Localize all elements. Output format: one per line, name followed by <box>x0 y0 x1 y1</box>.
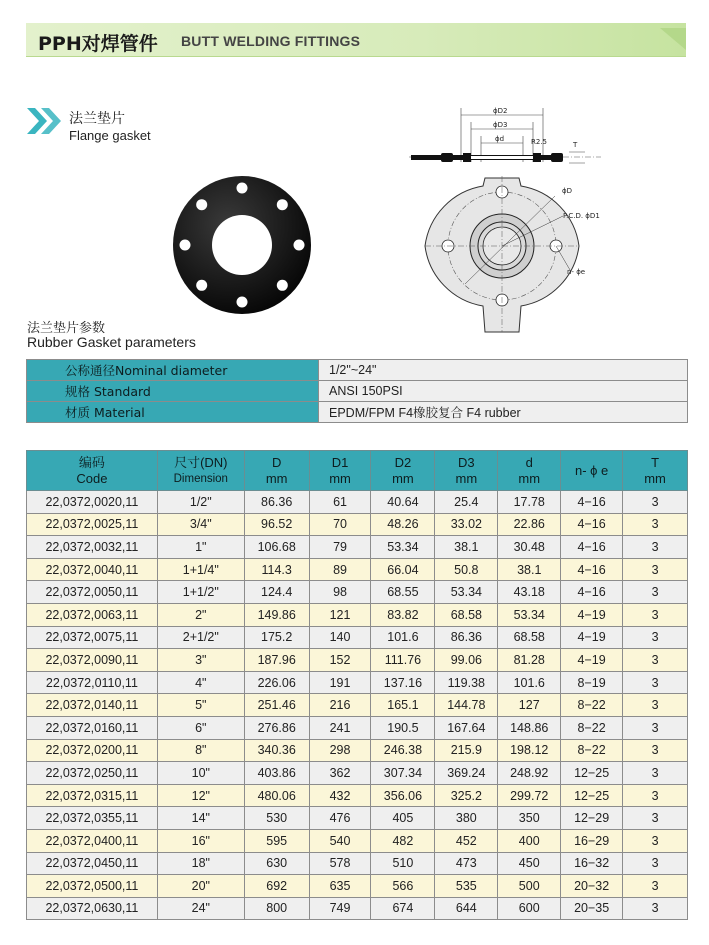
table-cell: 165.1 <box>371 694 435 717</box>
table-cell: 600 <box>498 897 561 920</box>
table-cell: 16" <box>157 829 244 852</box>
table-cell: 53.34 <box>435 581 498 604</box>
column-header-unit: mm <box>392 470 414 486</box>
table-cell: 20−32 <box>561 875 623 898</box>
table-cell: 405 <box>371 807 435 830</box>
table-cell: 22,0372,0355,11 <box>27 807 158 830</box>
param-value: 1/2"~24" <box>319 360 688 381</box>
table-row <box>27 581 688 604</box>
column-header-label: 编码 <box>78 454 105 470</box>
table-cell: 33.02 <box>435 513 498 536</box>
table-row <box>27 626 688 649</box>
table-row <box>27 649 688 672</box>
column-header-label: d <box>525 454 533 470</box>
table-cell: 48.26 <box>371 513 435 536</box>
dimensions-table <box>26 450 688 920</box>
table-cell: 22,0372,0040,11 <box>27 558 158 581</box>
column-header-label: D2 <box>394 454 412 470</box>
table-cell: 3 <box>623 513 688 536</box>
table-row <box>27 784 688 807</box>
table-cell: 215.9 <box>435 739 498 762</box>
table-cell: 121 <box>309 603 371 626</box>
table-cell: 68.58 <box>435 603 498 626</box>
table-cell: 216 <box>309 694 371 717</box>
table-cell: 578 <box>309 852 371 875</box>
table-cell: 692 <box>244 875 309 898</box>
table-cell: 99.06 <box>435 649 498 672</box>
table-header-row <box>27 451 688 491</box>
label-pcd: P.C.D. ϕD1 <box>563 212 600 220</box>
table-cell: 476 <box>309 807 371 830</box>
table-cell: 450 <box>498 852 561 875</box>
table-cell: 17.78 <box>498 491 561 514</box>
table-cell: 3 <box>623 649 688 672</box>
table-cell: 251.46 <box>244 694 309 717</box>
table-cell: 50.8 <box>435 558 498 581</box>
label-n-e: n- ϕe <box>567 268 586 276</box>
table-cell: 10" <box>157 762 244 785</box>
section-title-cn: 法兰垫片 <box>69 111 125 127</box>
table-cell: 3 <box>623 875 688 898</box>
column-header-unit: Code <box>76 470 108 486</box>
table-row <box>27 897 688 920</box>
table-cell: 644 <box>435 897 498 920</box>
flange-gasket-image <box>172 175 312 315</box>
table-cell: 25.4 <box>435 491 498 514</box>
banner-title-cn: PPH对焊管件 <box>38 33 158 55</box>
table-cell: 246.38 <box>371 739 435 762</box>
table-cell: 3 <box>623 626 688 649</box>
column-header-unit: mm <box>329 470 351 486</box>
label-outer-d: ϕD <box>562 187 573 195</box>
table-cell: 149.86 <box>244 603 309 626</box>
label-d: ϕd <box>495 135 505 143</box>
table-cell: 2+1/2" <box>157 626 244 649</box>
table-cell: 16−29 <box>561 829 623 852</box>
table-cell: 595 <box>244 829 309 852</box>
table-cell: 22,0372,0050,11 <box>27 581 158 604</box>
column-header <box>435 451 498 491</box>
table-cell: 226.06 <box>244 671 309 694</box>
table-cell: 369.24 <box>435 762 498 785</box>
table-cell: 4−16 <box>561 536 623 559</box>
table-cell: 8" <box>157 739 244 762</box>
page-banner <box>26 23 686 57</box>
table-cell: 20" <box>157 875 244 898</box>
table-row <box>27 558 688 581</box>
column-header-unit: mm <box>644 470 666 486</box>
table-cell: 22,0372,0032,11 <box>27 536 158 559</box>
table-cell: 152 <box>309 649 371 672</box>
table-row <box>27 603 688 626</box>
table-cell: 4−19 <box>561 603 623 626</box>
table-cell: 148.86 <box>498 716 561 739</box>
table-row <box>27 694 688 717</box>
table-cell: 137.16 <box>371 671 435 694</box>
table-cell: 380 <box>435 807 498 830</box>
table-cell: 79 <box>309 536 371 559</box>
table-cell: 1+1/4" <box>157 558 244 581</box>
table-cell: 540 <box>309 829 371 852</box>
column-header <box>309 451 371 491</box>
table-cell: 635 <box>309 875 371 898</box>
table-cell: 22,0372,0063,11 <box>27 603 158 626</box>
table-row <box>27 807 688 830</box>
table-cell: 3 <box>623 671 688 694</box>
table-cell: 3 <box>623 807 688 830</box>
column-header-unit: mm <box>265 470 288 486</box>
table-cell: 674 <box>371 897 435 920</box>
table-cell: 198.12 <box>498 739 561 762</box>
table-cell: 530 <box>244 807 309 830</box>
table-cell: 22,0372,0160,11 <box>27 716 158 739</box>
param-row <box>27 402 688 423</box>
table-cell: 22,0372,0025,11 <box>27 513 158 536</box>
table-cell: 473 <box>435 852 498 875</box>
table-cell: 276.86 <box>244 716 309 739</box>
table-cell: 68.58 <box>498 626 561 649</box>
table-cell: 61 <box>309 491 371 514</box>
table-cell: 4−19 <box>561 626 623 649</box>
table-cell: 248.92 <box>498 762 561 785</box>
table-cell: 22,0372,0315,11 <box>27 784 158 807</box>
table-cell: 22,0372,0140,11 <box>27 694 158 717</box>
table-cell: 22,0372,0200,11 <box>27 739 158 762</box>
table-cell: 432 <box>309 784 371 807</box>
table-cell: 191 <box>309 671 371 694</box>
table-cell: 3 <box>623 829 688 852</box>
table-row <box>27 852 688 875</box>
table-cell: 5" <box>157 694 244 717</box>
table-cell: 81.28 <box>498 649 561 672</box>
banner-corner-decoration <box>660 28 686 50</box>
table-cell: 8−22 <box>561 716 623 739</box>
table-row <box>27 513 688 536</box>
table-cell: 2" <box>157 603 244 626</box>
table-cell: 22,0372,0075,11 <box>27 626 158 649</box>
column-header <box>371 451 435 491</box>
table-row <box>27 762 688 785</box>
table-cell: 403.86 <box>244 762 309 785</box>
param-row <box>27 360 688 381</box>
table-row <box>27 716 688 739</box>
table-cell: 106.68 <box>244 536 309 559</box>
column-header-label: D1 <box>331 454 349 470</box>
table-cell: 22,0372,0450,11 <box>27 852 158 875</box>
table-cell: 1" <box>157 536 244 559</box>
label-d2: ϕD2 <box>493 107 508 115</box>
column-header-label: D <box>271 454 282 470</box>
table-cell: 12−25 <box>561 784 623 807</box>
table-cell: 53.34 <box>371 536 435 559</box>
column-header <box>244 451 309 491</box>
params-title-en: Rubber Gasket parameters <box>27 334 196 350</box>
table-cell: 535 <box>435 875 498 898</box>
table-cell: 500 <box>498 875 561 898</box>
table-cell: 3 <box>623 581 688 604</box>
table-cell: 340.36 <box>244 739 309 762</box>
table-cell: 12−29 <box>561 807 623 830</box>
table-cell: 3 <box>623 694 688 717</box>
table-cell: 22,0372,0250,11 <box>27 762 158 785</box>
table-cell: 14" <box>157 807 244 830</box>
column-header <box>561 451 623 491</box>
section-title-en: Flange gasket <box>69 128 151 143</box>
table-cell: 4−16 <box>561 513 623 536</box>
column-header-unit: mm <box>518 470 541 486</box>
label-t: T <box>573 141 578 149</box>
table-cell: 1/2" <box>157 491 244 514</box>
param-label: 材质 Material <box>27 402 319 423</box>
table-cell: 40.64 <box>371 491 435 514</box>
table-cell: 4−16 <box>561 581 623 604</box>
table-cell: 4" <box>157 671 244 694</box>
table-cell: 6" <box>157 716 244 739</box>
table-row <box>27 739 688 762</box>
label-r: R2.5 <box>531 138 547 146</box>
table-cell: 307.34 <box>371 762 435 785</box>
column-header <box>623 451 688 491</box>
label-d3: ϕD3 <box>493 121 508 129</box>
table-cell: 298 <box>309 739 371 762</box>
column-header <box>498 451 561 491</box>
table-row <box>27 671 688 694</box>
table-cell: 4−16 <box>561 491 623 514</box>
table-cell: 114.3 <box>244 558 309 581</box>
column-header-unit: mm <box>455 470 478 486</box>
column-header <box>27 451 158 491</box>
table-cell: 12−25 <box>561 762 623 785</box>
table-cell: 22,0372,0500,11 <box>27 875 158 898</box>
gasket-technical-drawing <box>405 100 605 340</box>
table-cell: 119.38 <box>435 671 498 694</box>
table-cell: 510 <box>371 852 435 875</box>
table-cell: 20−35 <box>561 897 623 920</box>
table-cell: 175.2 <box>244 626 309 649</box>
param-row <box>27 381 688 402</box>
table-cell: 566 <box>371 875 435 898</box>
table-cell: 4−16 <box>561 558 623 581</box>
table-cell: 8−22 <box>561 694 623 717</box>
table-cell: 3 <box>623 536 688 559</box>
table-cell: 101.6 <box>371 626 435 649</box>
table-cell: 400 <box>498 829 561 852</box>
table-cell: 350 <box>498 807 561 830</box>
table-cell: 127 <box>498 694 561 717</box>
table-cell: 3 <box>623 852 688 875</box>
table-cell: 83.82 <box>371 603 435 626</box>
table-cell: 53.34 <box>498 603 561 626</box>
table-cell: 167.64 <box>435 716 498 739</box>
param-label: 规格 Standard <box>27 381 319 402</box>
column-header-unit: Dimension <box>173 472 228 485</box>
table-cell: 22,0372,0630,11 <box>27 897 158 920</box>
table-cell: 24" <box>157 897 244 920</box>
table-cell: 30.48 <box>498 536 561 559</box>
table-cell: 22,0372,0400,11 <box>27 829 158 852</box>
table-cell: 22,0372,0020,11 <box>27 491 158 514</box>
table-cell: 190.5 <box>371 716 435 739</box>
params-title-cn: 法兰垫片参数 <box>27 321 106 336</box>
table-cell: 140 <box>309 626 371 649</box>
param-value: EPDM/FPM F4橡胶复合 F4 rubber <box>319 402 688 423</box>
table-cell: 68.55 <box>371 581 435 604</box>
table-cell: 98 <box>309 581 371 604</box>
table-cell: 3 <box>623 603 688 626</box>
table-cell: 299.72 <box>498 784 561 807</box>
table-cell: 22,0372,0110,11 <box>27 671 158 694</box>
table-cell: 1+1/2" <box>157 581 244 604</box>
table-cell: 96.52 <box>244 513 309 536</box>
table-cell: 111.76 <box>371 649 435 672</box>
param-value: ANSI 150PSI <box>319 381 688 402</box>
table-cell: 187.96 <box>244 649 309 672</box>
table-row <box>27 491 688 514</box>
table-cell: 362 <box>309 762 371 785</box>
table-cell: 38.1 <box>498 558 561 581</box>
column-header-label: T <box>651 454 660 470</box>
column-header <box>157 451 244 491</box>
table-cell: 3 <box>623 716 688 739</box>
table-cell: 38.1 <box>435 536 498 559</box>
table-cell: 241 <box>309 716 371 739</box>
table-cell: 8−19 <box>561 671 623 694</box>
double-chevron-icon <box>27 106 63 136</box>
table-cell: 22,0372,0090,11 <box>27 649 158 672</box>
table-cell: 749 <box>309 897 371 920</box>
table-cell: 22.86 <box>498 513 561 536</box>
table-cell: 66.04 <box>371 558 435 581</box>
table-cell: 124.4 <box>244 581 309 604</box>
table-cell: 452 <box>435 829 498 852</box>
table-cell: 630 <box>244 852 309 875</box>
table-cell: 4−19 <box>561 649 623 672</box>
table-cell: 101.6 <box>498 671 561 694</box>
column-header-label: D3 <box>458 454 475 470</box>
table-cell: 18" <box>157 852 244 875</box>
table-cell: 482 <box>371 829 435 852</box>
table-cell: 480.06 <box>244 784 309 807</box>
table-row <box>27 875 688 898</box>
table-cell: 144.78 <box>435 694 498 717</box>
table-cell: 3/4" <box>157 513 244 536</box>
table-cell: 325.2 <box>435 784 498 807</box>
table-row <box>27 829 688 852</box>
param-label: 公称通径Nominal diameter <box>27 360 319 381</box>
table-cell: 3" <box>157 649 244 672</box>
table-cell: 86.36 <box>435 626 498 649</box>
column-header-label: 尺寸(DN) <box>174 454 228 470</box>
banner-title-en: BUTT WELDING FITTINGS <box>181 33 361 49</box>
table-cell: 3 <box>623 784 688 807</box>
table-cell: 3 <box>623 739 688 762</box>
table-cell: 800 <box>244 897 309 920</box>
table-cell: 43.18 <box>498 581 561 604</box>
table-cell: 16−32 <box>561 852 623 875</box>
table-cell: 8−22 <box>561 739 623 762</box>
table-cell: 3 <box>623 897 688 920</box>
table-cell: 70 <box>309 513 371 536</box>
table-cell: 12" <box>157 784 244 807</box>
table-row <box>27 536 688 559</box>
parameters-table <box>26 359 688 423</box>
table-cell: 89 <box>309 558 371 581</box>
column-header-label: n- ϕ e <box>574 462 609 478</box>
table-cell: 3 <box>623 558 688 581</box>
table-cell: 356.06 <box>371 784 435 807</box>
table-cell: 86.36 <box>244 491 309 514</box>
table-cell: 3 <box>623 762 688 785</box>
table-cell: 3 <box>623 491 688 514</box>
